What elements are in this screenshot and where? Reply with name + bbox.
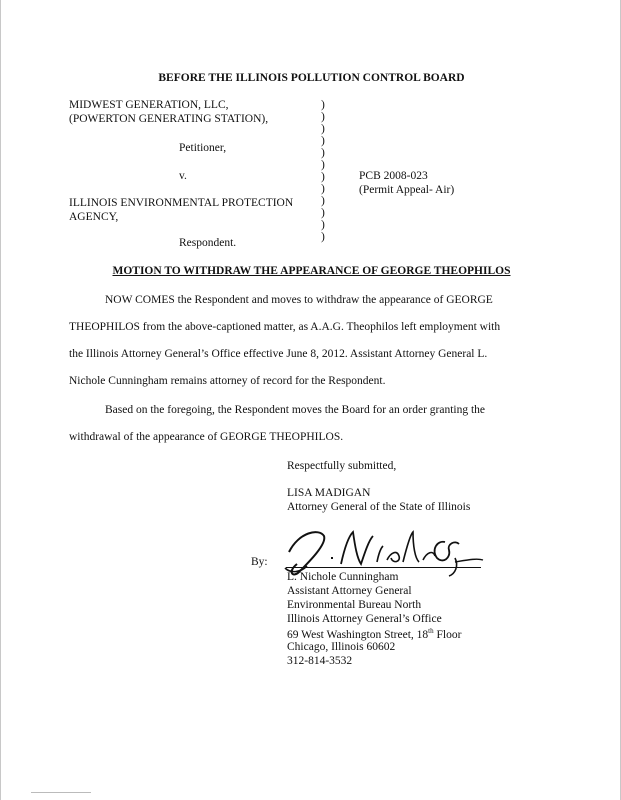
paren: ) [321,219,325,231]
case-number: PCB 2008-023 [359,170,428,182]
office-city: Chicago, Illinois 60602 [287,641,396,653]
paren: ) [321,135,325,147]
case-type: (Permit Appeal- Air) [359,184,455,196]
paren: ) [321,123,325,135]
board-heading: BEFORE THE ILLINOIS POLLUTION CONTROL BOARD [158,72,465,84]
office-name: Illinois Attorney General’s Office [287,613,442,625]
respondent-name-cont: AGENCY, [69,211,119,223]
motion-title: MOTION TO WITHDRAW THE APPEARANCE OF GEORGE THEOPHILOS [112,265,511,277]
versus-label: v. [179,170,187,182]
address-ordinal: th [428,627,434,635]
petitioner-name: MIDWEST GENERATION, LLC, [69,99,229,111]
paren: ) [321,99,325,111]
office-phone: 312-814-3532 [287,655,353,667]
bureau-name: Environmental Bureau North [287,599,422,611]
respondent-role: Respondent. [179,237,237,249]
signer-title: Assistant Attorney General [287,585,412,597]
office-address [287,627,461,641]
scan-mark [31,792,91,793]
body-p1-line1: NOW COMES the Respondent and moves to withdraw the appearance of GEORGE [105,294,493,306]
body-p1-line4: Nichole Cunningham remains attorney of record for the Respondent. [69,375,386,387]
paren: ) [321,183,325,195]
paren: ) [321,111,325,123]
signer-name: L. Nichole Cunningham [287,571,399,583]
paren: ) [321,231,325,243]
ag-title: Attorney General of the State of Illinois [287,501,471,513]
paren: ) [321,207,325,219]
address-street: 69 West Washington Street, 18 [287,628,429,641]
body-p2-line2: withdrawal of the appearance of GEORGE THEOPHILOS. [69,431,344,443]
paren: ) [321,159,325,171]
respectfully-submitted: Respectfully submitted, [287,460,397,472]
petitioner-station: (POWERTON GENERATING STATION), [69,113,269,125]
paren: ) [321,147,325,159]
caption-parentheses [321,99,325,243]
body-p2-line1: Based on the foregoing, the Respondent moves the Board for an order granting the [105,404,486,416]
petitioner-role: Petitioner, [179,142,227,154]
address-floor: Floor [433,628,462,641]
respondent-name: ILLINOIS ENVIRONMENTAL PROTECTION [69,197,294,209]
paren: ) [321,195,325,207]
body-p1-line2: THEOPHILOS from the above-captioned matter, as A.A.G. Theophilos left employment with [69,321,501,333]
signature-line [286,567,481,568]
ag-name: LISA MADIGAN [287,487,371,499]
paren: ) [321,171,325,183]
body-p1-line3: the Illinois Attorney General’s Office effective June 8, 2012. Assistant Attorney General L. [69,348,488,360]
by-label: By: [251,556,268,568]
